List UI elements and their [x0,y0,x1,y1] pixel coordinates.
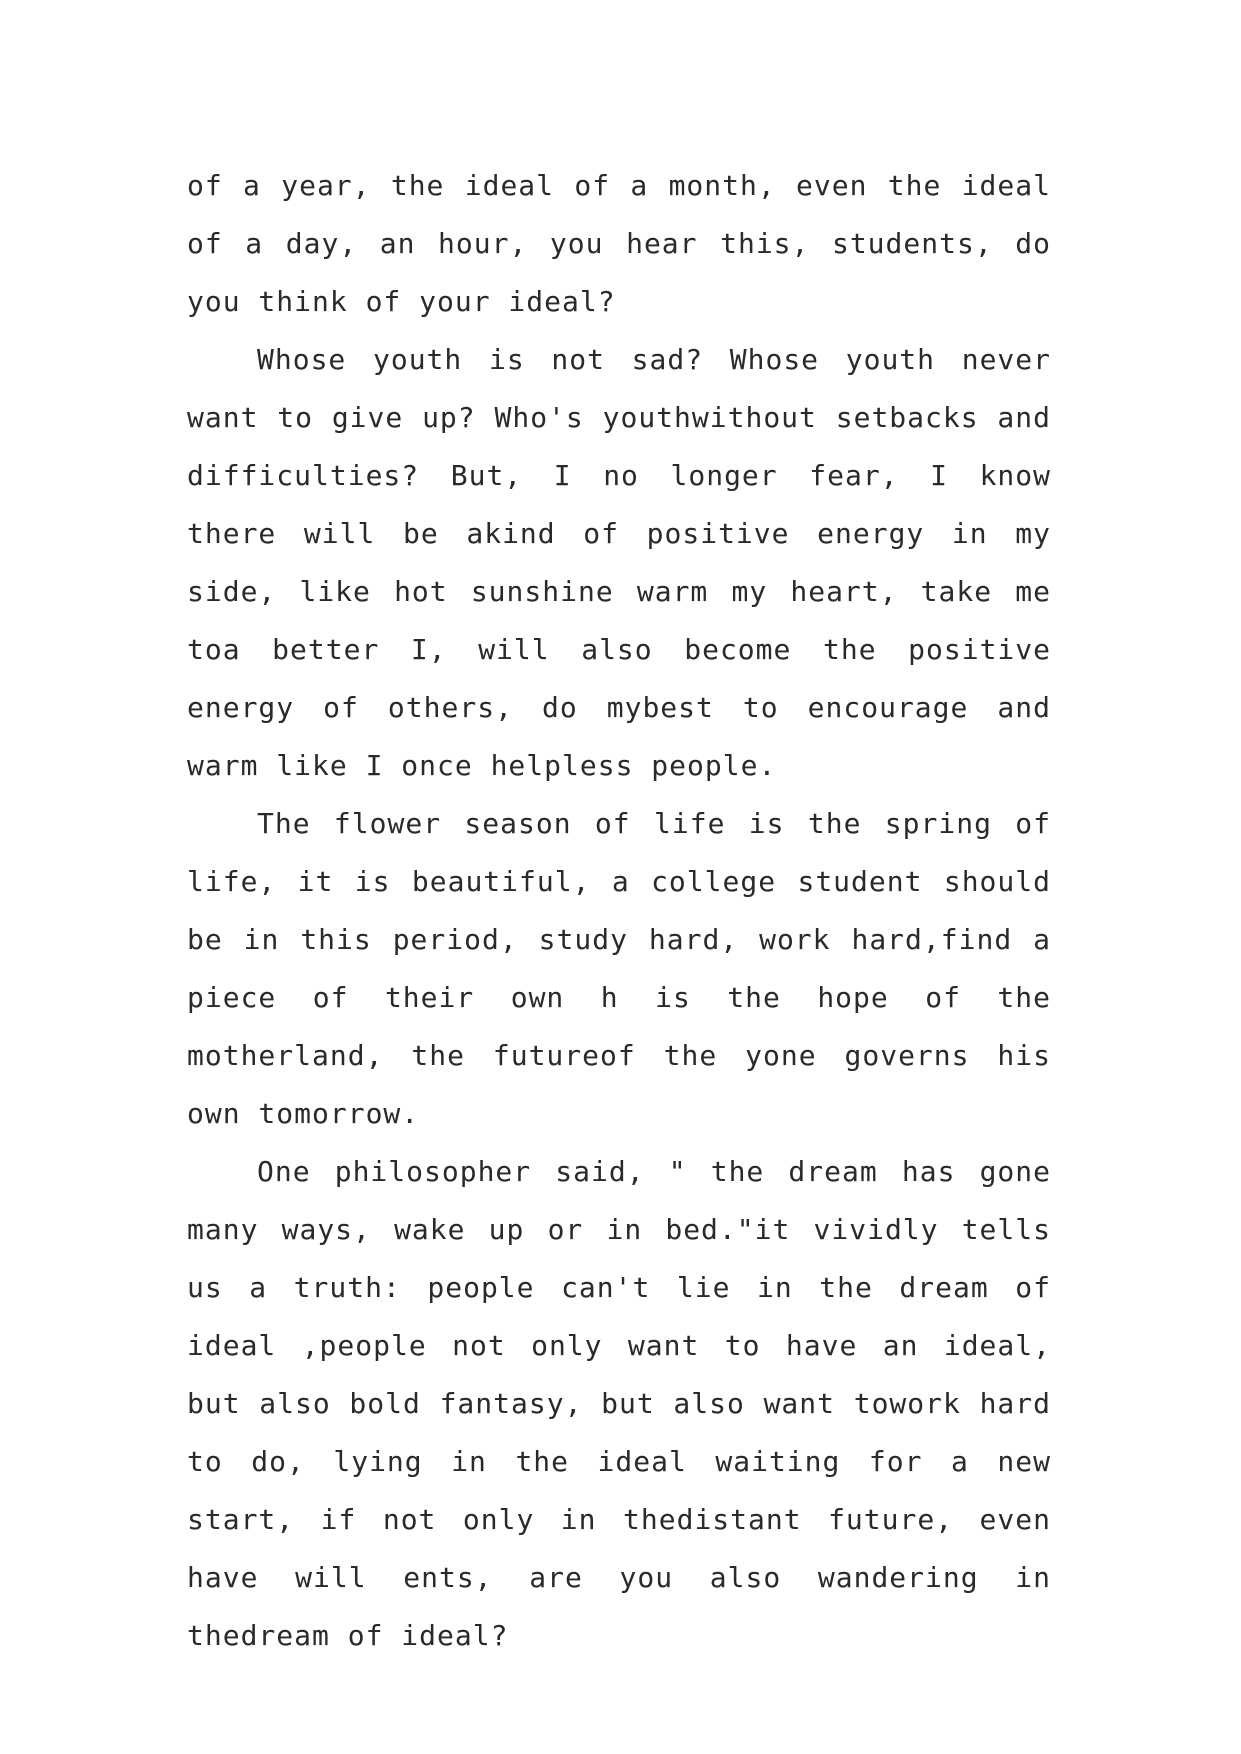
paragraph-4: One philosopher said, " the dream has gone many ways, wake up or in bed."it vividly tells us a truth: people can't lie in the dream of ideal ,people not only want to have an ideal, but also bold fantasy, but also want towork hard to do, lying in the ideal waiting for a new start, if not only in thedistant future, even have will ents, are you also wandering in thedream of ideal? [187,1155,1051,1652]
paragraph-3: The flower season of life is the spring of life, it is beautiful, a college student should be in this period, study hard, work hard,find a piece of their own h is the hope of the motherland, the futureof the yone governs his own tomorrow. [187,807,1051,1130]
document-page [187,157,1051,1665]
paragraph-2: Whose youth is not sad? Whose youth never want to give up? Who's youthwithout setbacks and difficulties? But, I no longer fear, I know there will be akind of positive energy in my side, like hot sunshine warm my heart, take me toa better I, will also become the positive energy of others, do mybest to encourage and warm like I once helpless people. [187,343,1051,782]
paragraph-1: of a year, the ideal of a month, even the ideal of a day, an hour, you hear this, students, do you think of your ideal? [187,169,1051,318]
